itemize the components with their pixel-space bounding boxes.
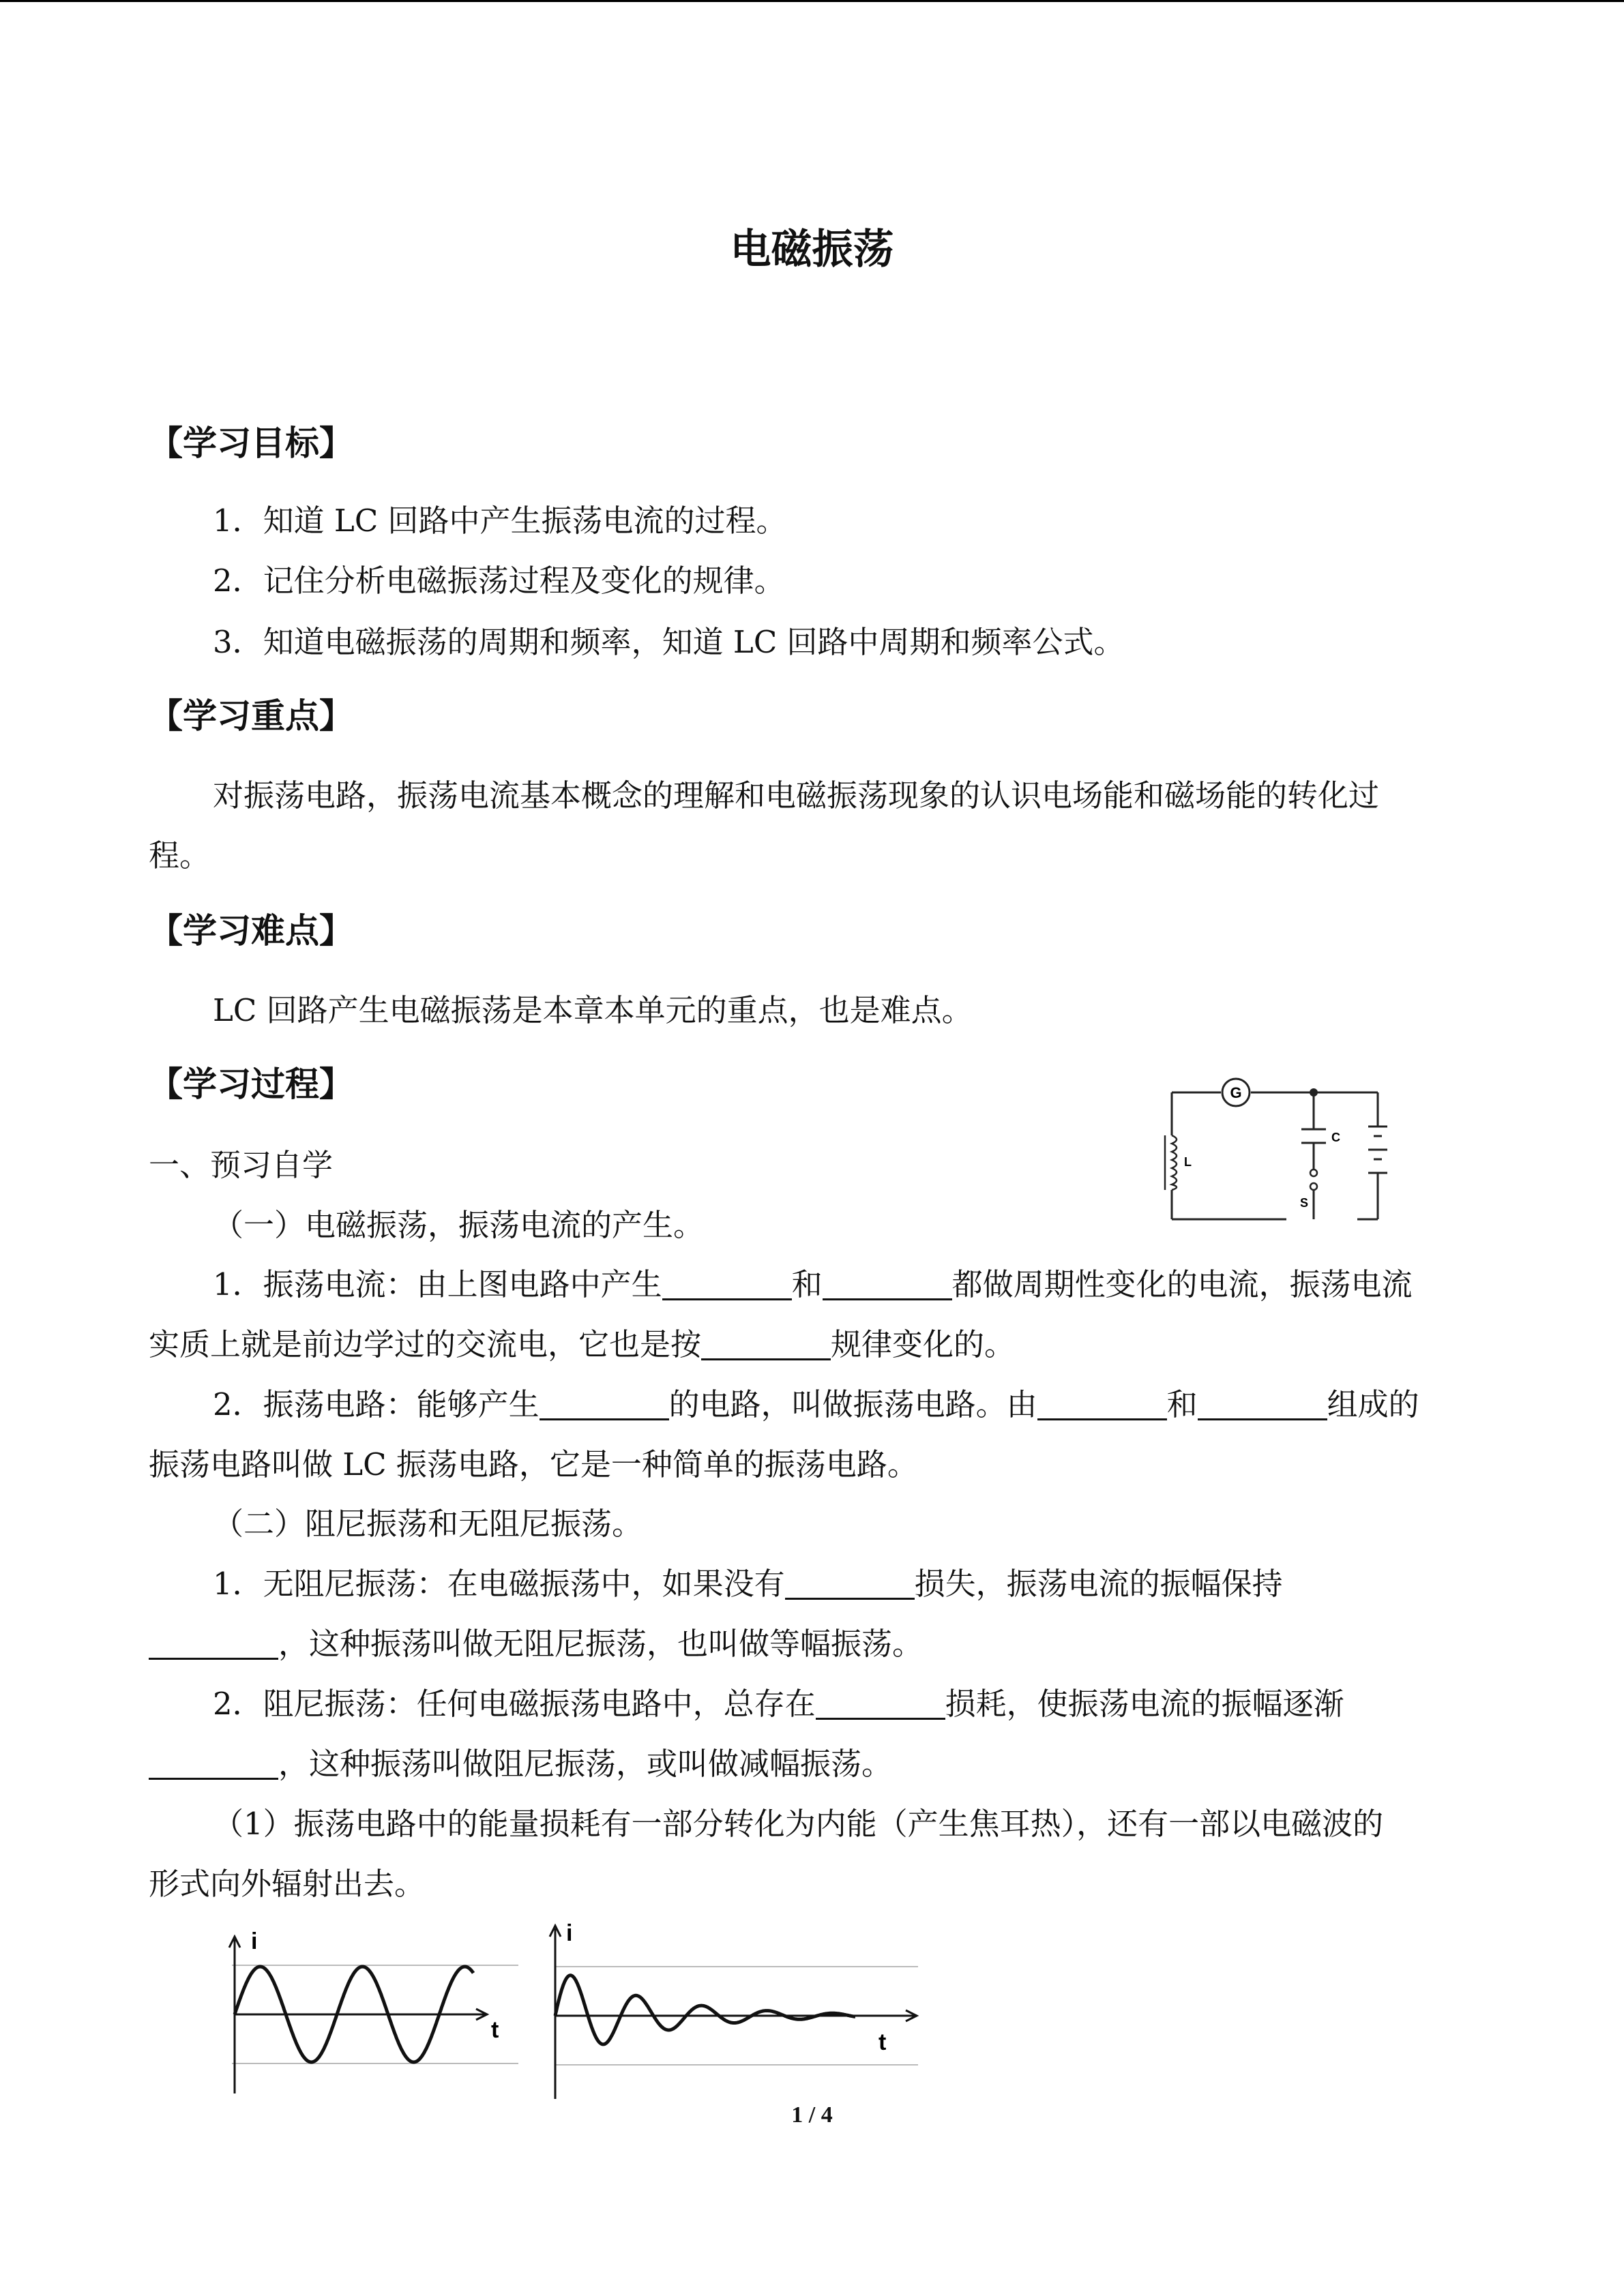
damped-oscillation-graph: [539, 1916, 921, 2100]
damped-y-label: i: [566, 1920, 573, 1946]
subsection-title: （一）电磁振荡，振荡电流的产生。: [213, 1207, 705, 1243]
page-title: 电磁振荡: [730, 226, 894, 273]
paragraph-energy-loss-cont: 形式向外辐射出去。: [149, 1866, 426, 1902]
inductor-coil: [1165, 1135, 1177, 1190]
fill-blank[interactable]: [1037, 1391, 1167, 1420]
paragraph-undamped: 1．无阻尼振荡：在电磁振荡中，如果没有 损失，振荡电流的振幅保持: [213, 1566, 1283, 1602]
inductor-label: L: [1184, 1155, 1192, 1169]
key-points-text-cont: 程。: [149, 837, 211, 874]
capacitor-label: C: [1331, 1131, 1340, 1144]
damped-wave: [555, 1976, 855, 2044]
fill-blank[interactable]: [816, 1690, 945, 1720]
fill-blank[interactable]: [149, 1630, 278, 1660]
objective-item: 3．知道电磁振荡的周期和频率，知道 LC 回路中周期和频率公式。: [213, 624, 1125, 660]
fill-blank[interactable]: [662, 1271, 792, 1300]
paragraph-energy-loss: （1）振荡电路中的能量损耗有一部分转化为内能（产生焦耳热），还有一部以电磁波的: [213, 1806, 1384, 1842]
fill-blank[interactable]: [540, 1391, 669, 1420]
paragraph-oscillating-circuit-cont: 振荡电路叫做 LC 振荡电路，它是一种简单的振荡电路。: [149, 1446, 918, 1482]
undamped-x-label: t: [491, 2017, 499, 2043]
paragraph-damped: 2．阻尼振荡：任何电磁振荡电路中，总存在 损耗，使振荡电流的振幅逐渐: [213, 1686, 1344, 1722]
heading-difficulties: 【学习难点】: [149, 910, 353, 951]
undamped-y-label: i: [251, 1928, 258, 1954]
damped-x-label: t: [879, 2029, 887, 2055]
key-points-text: 对振荡电路，振荡电流基本概念的理解和电磁振荡现象的认识电场能和磁场能的转化过: [213, 777, 1380, 814]
fill-blank[interactable]: [1198, 1391, 1327, 1420]
page-number: 1 / 4: [791, 2102, 833, 2128]
paragraph-oscillating-circuit: 2．振荡电路：能够产生 的电路，叫做振荡电路。由 和 组成的: [213, 1386, 1419, 1422]
switch-label: S: [1300, 1196, 1309, 1210]
fill-blank[interactable]: [823, 1271, 952, 1300]
difficulties-text: LC 回路产生电磁振荡是本章本单元的重点，也是难点。: [213, 992, 973, 1028]
paragraph-undamped-cont: ，这种振荡叫做无阻尼振荡，也叫做等幅振荡。: [149, 1626, 923, 1663]
objective-item: 1．知道 LC 回路中产生振荡电流的过程。: [213, 503, 787, 539]
undamped-oscillation-graph: [218, 1930, 518, 2100]
fill-blank[interactable]: [149, 1750, 278, 1780]
subsection-title: （二）阻尼振荡和无阻尼振荡。: [213, 1506, 643, 1542]
heading-process: 【学习过程】: [149, 1064, 353, 1104]
fill-blank[interactable]: [785, 1570, 915, 1600]
paragraph-oscillating-current-cont: 实质上就是前边学过的交流电，它也是按 规律变化的。: [149, 1326, 1016, 1362]
paragraph-oscillating-current: 1．振荡电流：由上图电路中产生 和 都做周期性变化的电流，振荡电流: [213, 1266, 1413, 1302]
top-border: [0, 0, 1624, 2]
lc-circuit-diagram: [1153, 1071, 1398, 1227]
part1-title: 一、预习自学: [149, 1147, 334, 1183]
fill-blank[interactable]: [701, 1331, 831, 1360]
heading-key-points: 【学习重点】: [149, 696, 353, 736]
paragraph-damped-cont: ，这种振荡叫做阻尼振荡，或叫做减幅振荡。: [149, 1746, 892, 1783]
heading-objectives: 【学习目标】: [149, 423, 353, 463]
galvanometer-label: G: [1230, 1084, 1242, 1101]
objective-item: 2．记住分析电磁振荡过程及变化的规律。: [213, 563, 785, 599]
